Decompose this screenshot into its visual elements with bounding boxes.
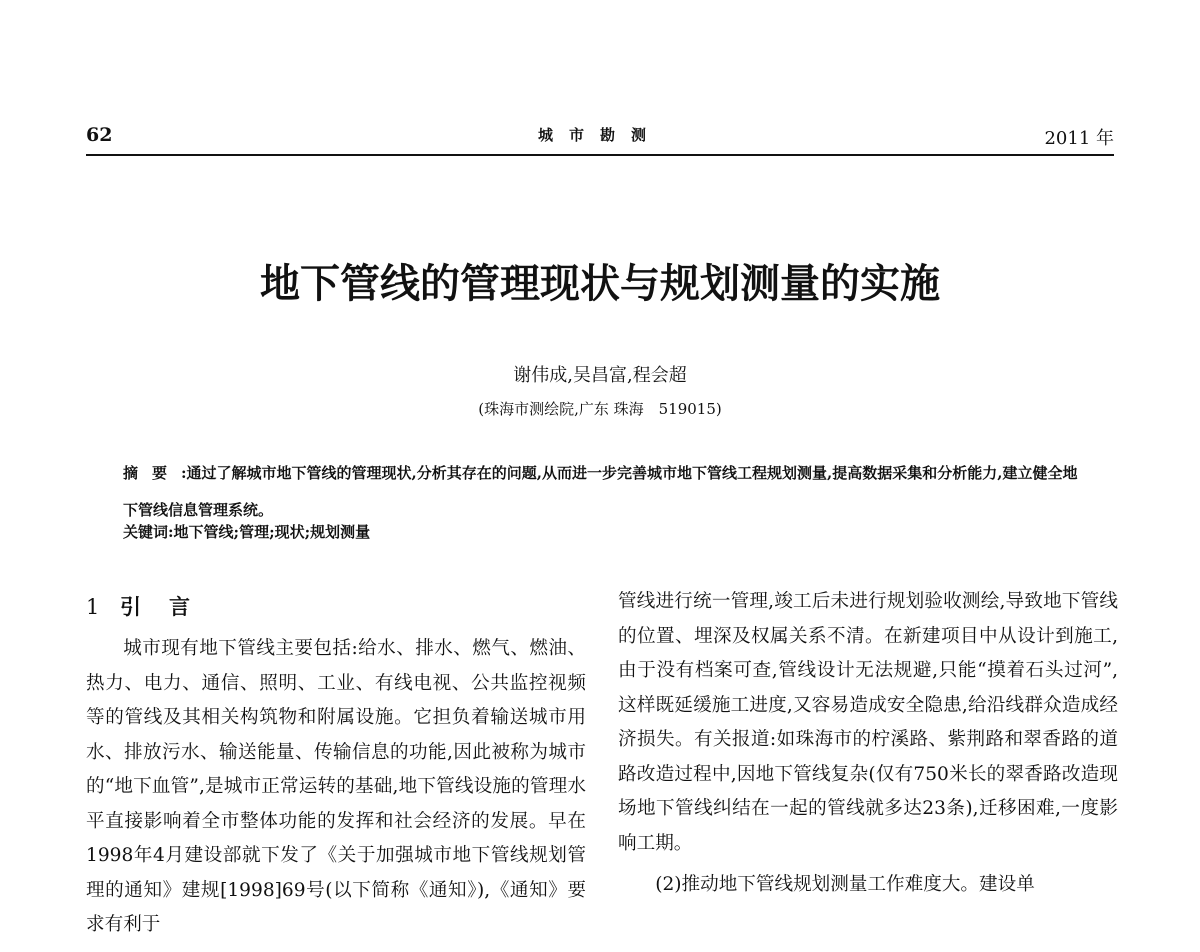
right-column — [618, 585, 1118, 903]
keywords-label: 关键词 — [123, 523, 169, 541]
abstract-label: 摘要 — [123, 464, 182, 482]
affiliation: (珠海市测绘院,广东 珠海 519015) — [478, 400, 722, 418]
left-column — [86, 592, 586, 943]
publication-year: 2011 年 — [1044, 128, 1114, 149]
journal-name: 城市勘测 — [537, 126, 662, 144]
header-divider — [86, 154, 1114, 156]
continued-paragraph: 管线进行统一管理,竣工后未进行规划验收测绘,导致地下管线的位置、埋深及权属关系不清。在新建项目中从设计到施工,由于没有档案可查,管线设计无法规避,只能“摸着石头过河”,这样既延缓施工进度,又容易造成安全隐患,给沿线群众造成经济损失。有关报道:如珠海市的柠溪路、紫荆路和翠香路的道路改造过程中,因地下管线复杂(仅有750米长的翠香路改造现场地下管线纠结在一起的管线就多达23条),迁移困难,一度影响工期。 — [618, 591, 1118, 854]
section-number: 1 — [86, 595, 100, 619]
abstract-text: :通过了解城市地下管线的管理现状,分析其存在的问题,从而进一步完善城市地下管线工程规划测量,提高数据采集和分析能力,建立健全地下管线信息管理系统。 — [123, 464, 1078, 519]
keywords-text: :地下管线;管理;现状;规划测量 — [168, 523, 371, 541]
keywords — [123, 521, 1081, 542]
abstract — [123, 455, 1081, 529]
section-heading — [86, 592, 586, 622]
page-number: 62 — [86, 124, 113, 146]
intro-paragraph: 城市现有地下管线主要包括:给水、排水、燃气、燃油、热力、电力、通信、照明、工业、有线电视、公共监控视频等的管线及其相关构筑物和附属设施。它担负着输送城市用水、排放污水、输送能量、传输信息的功能,因此被称为城市的“地下血管”,是城市正常运转的基础,地下管线设施的管理水平直接影响着全市整体功能的发挥和社会经济的发展。早在1998年4月建设部就下发了《关于加强城市地下管线规划管理的通知》建规[1998]69号(以下简称《通知》),《通知》要求有利于 — [86, 638, 586, 935]
article-title: 地下管线的管理现状与规划测量的实施 — [260, 260, 940, 307]
point-2-paragraph: (2)推动地下管线规划测量工作难度大。建设单 — [655, 874, 1035, 895]
author-list: 谢伟成,吴昌富,程会超 — [513, 365, 687, 386]
section-title: 引言 — [120, 594, 218, 619]
